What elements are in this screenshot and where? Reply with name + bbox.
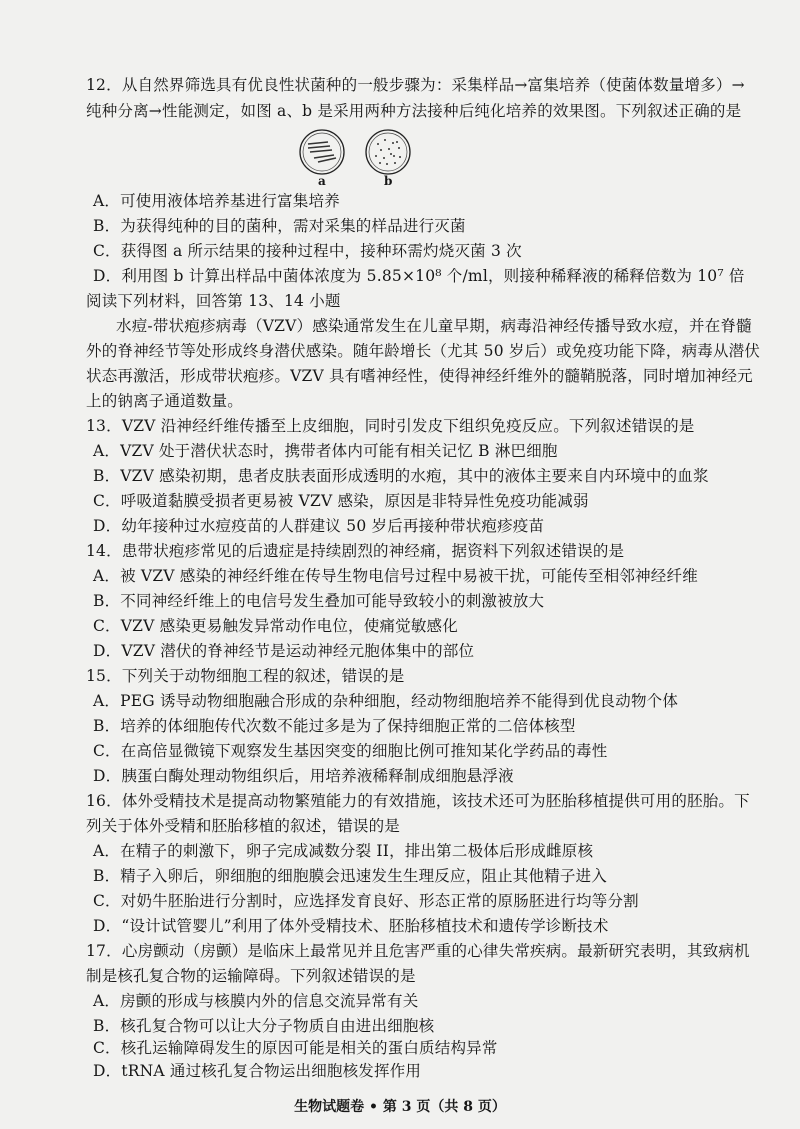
figure-label-b: b (384, 174, 393, 188)
petri-dish-b (366, 130, 410, 174)
q13-option-c: C．呼吸道黏膜受损者更易被 VZV 感染，原因是非特异性免疫功能减弱 (93, 492, 589, 510)
q17-option-b: B．核孔复合物可以让大分子物质自由进出细胞核 (93, 1017, 435, 1035)
q13-option-b: B．VZV 感染初期，患者皮肤表面形成透明的水疱，其中的液体主要来自内环境中的血浆 (93, 467, 709, 485)
q15-option-d: D．胰蛋白酶处理动物组织后，用培养液稀释制成细胞悬浮液 (93, 767, 514, 785)
q14-option-a: A．被 VZV 感染的神经纤维在传导生物电信号过程中易被干扰，可能传至相邻神经纤维 (93, 567, 698, 585)
q14-option-d: D．VZV 潜伏的脊神经节是运动神经元胞体集中的部位 (93, 642, 475, 660)
q14-option-b: B．不同神经纤维上的电信号发生叠加可能导致较小的刺激被放大 (93, 592, 545, 610)
q16-option-c: C．对奶牛胚胎进行分割时，应选择发育良好、形态正常的原肠胚进行均等分割 (93, 892, 639, 910)
q16-option-d: D．“设计试管婴儿”利用了体外受精技术、胚胎移植技术和遗传学诊断技术 (93, 917, 609, 935)
q14-stem: 14．患带状疱疹常见的后遗症是持续剧烈的神经痛，据资料下列叙述错误的是 (86, 542, 625, 560)
q17-stem-line-1: 17．心房颤动（房颤）是临床上最常见并且危害严重的心律失常疾病。最新研究表明，其致病机 (86, 942, 750, 960)
q15-option-c: C．在高倍显微镜下观察发生基因突变的细胞比例可推知某化学药品的毒性 (93, 742, 608, 760)
q12-option-d: D．利用图 b 计算出样品中菌体浓度为 5.85×10⁸ 个/ml，则接种稀释液的稀释倍数为 10⁷ 倍 (93, 267, 745, 285)
petri-dish-a (300, 130, 344, 174)
reading-paragraph-line-3: 状态再激活，形成带状疱疹。VZV 具有嗜神经性，使得神经纤维外的髓鞘脱落，同时增加神经元 (86, 367, 753, 385)
reading-paragraph-line-2: 外的脊神经节等处形成终身潜伏感染。随年龄增长（尤其 50 岁后）或免疫功能下降，病毒从潜伏 (86, 342, 761, 360)
q15-option-a: A．PEG 诱导动物细胞融合形成的杂种细胞，经动物细胞培养不能得到优良动物个体 (93, 692, 679, 710)
figure-label-a: a (318, 174, 326, 188)
q12-stem-line-1: 12．从自然界筛选具有优良性状菌种的一般步骤为：采集样品→富集培养（使菌体数量增多）→ (86, 76, 745, 94)
q12-option-a: A．可使用液体培养基进行富集培养 (93, 192, 340, 210)
reading-paragraph-line-4: 上的钠离子通道数量。 (86, 392, 244, 410)
q12-figure (290, 128, 420, 190)
q17-option-a: A．房颤的形成与核膜内外的信息交流异常有关 (93, 992, 419, 1010)
q17-option-c: C．核孔运输障碍发生的原因可能是相关的蛋白质结构异常 (93, 1039, 498, 1057)
q15-option-b: B．培养的体细胞传代次数不能过多是为了保持细胞正常的二倍体核型 (93, 717, 576, 735)
q14-option-c: C．VZV 感染更易触发异常动作电位，使痛觉敏感化 (93, 617, 458, 635)
reading-paragraph-line-1: 水痘-带状疱疹病毒（VZV）感染通常发生在儿童早期，病毒沿神经传播导致水痘，并在脊髓 (116, 317, 752, 335)
q12-option-c: C．获得图 a 所示结果的接种过程中，接种环需灼烧灭菌 3 次 (93, 242, 522, 260)
reading-intro: 阅读下列材料，回答第 13、14 小题 (86, 292, 341, 310)
q16-stem-line-2: 列关于体外受精和胚胎移植的叙述，错误的是 (86, 817, 401, 835)
q12-option-b: B．为获得纯种的目的菌种，需对采集的样品进行灭菌 (93, 217, 466, 235)
q15-stem: 15．下列关于动物细胞工程的叙述，错误的是 (86, 667, 405, 685)
q16-option-b: B．精子入卵后，卵细胞的细胞膜会迅速发生生理反应，阻止其他精子进入 (93, 867, 607, 885)
q17-stem-line-2: 制是核孔复合物的运输障碍。下列叙述错误的是 (86, 967, 416, 985)
petri-dish-illustration (290, 128, 420, 178)
q16-option-a: A．在精子的刺激下，卵子完成减数分裂 II，排出第二极体后形成雌原核 (93, 842, 594, 860)
q13-stem: 13．VZV 沿神经纤维传播至上皮细胞，同时引发皮下组织免疫反应。下列叙述错误的是 (86, 417, 695, 435)
q13-option-d: D．幼年接种过水痘疫苗的人群建议 50 岁后再接种带状疱疹疫苗 (93, 517, 545, 535)
q16-stem-line-1: 16．体外受精技术是提高动物繁殖能力的有效措施，该技术还可为胚胎移植提供可用的胚胎。下 (86, 792, 750, 810)
q17-option-d: D．tRNA 通过核孔复合物运出细胞核发挥作用 (93, 1062, 422, 1080)
page-footer: 生物试题卷 • 第 3 页（共 8 页） (294, 1099, 506, 1115)
q12-stem-line-2: 纯种分离→性能测定，如图 a、b 是采用两种方法接种后纯化培养的效果图。下列叙述正确的是 (86, 102, 742, 120)
q13-option-a: A．VZV 处于潜伏状态时，携带者体内可能有相关记忆 B 淋巴细胞 (93, 442, 558, 460)
